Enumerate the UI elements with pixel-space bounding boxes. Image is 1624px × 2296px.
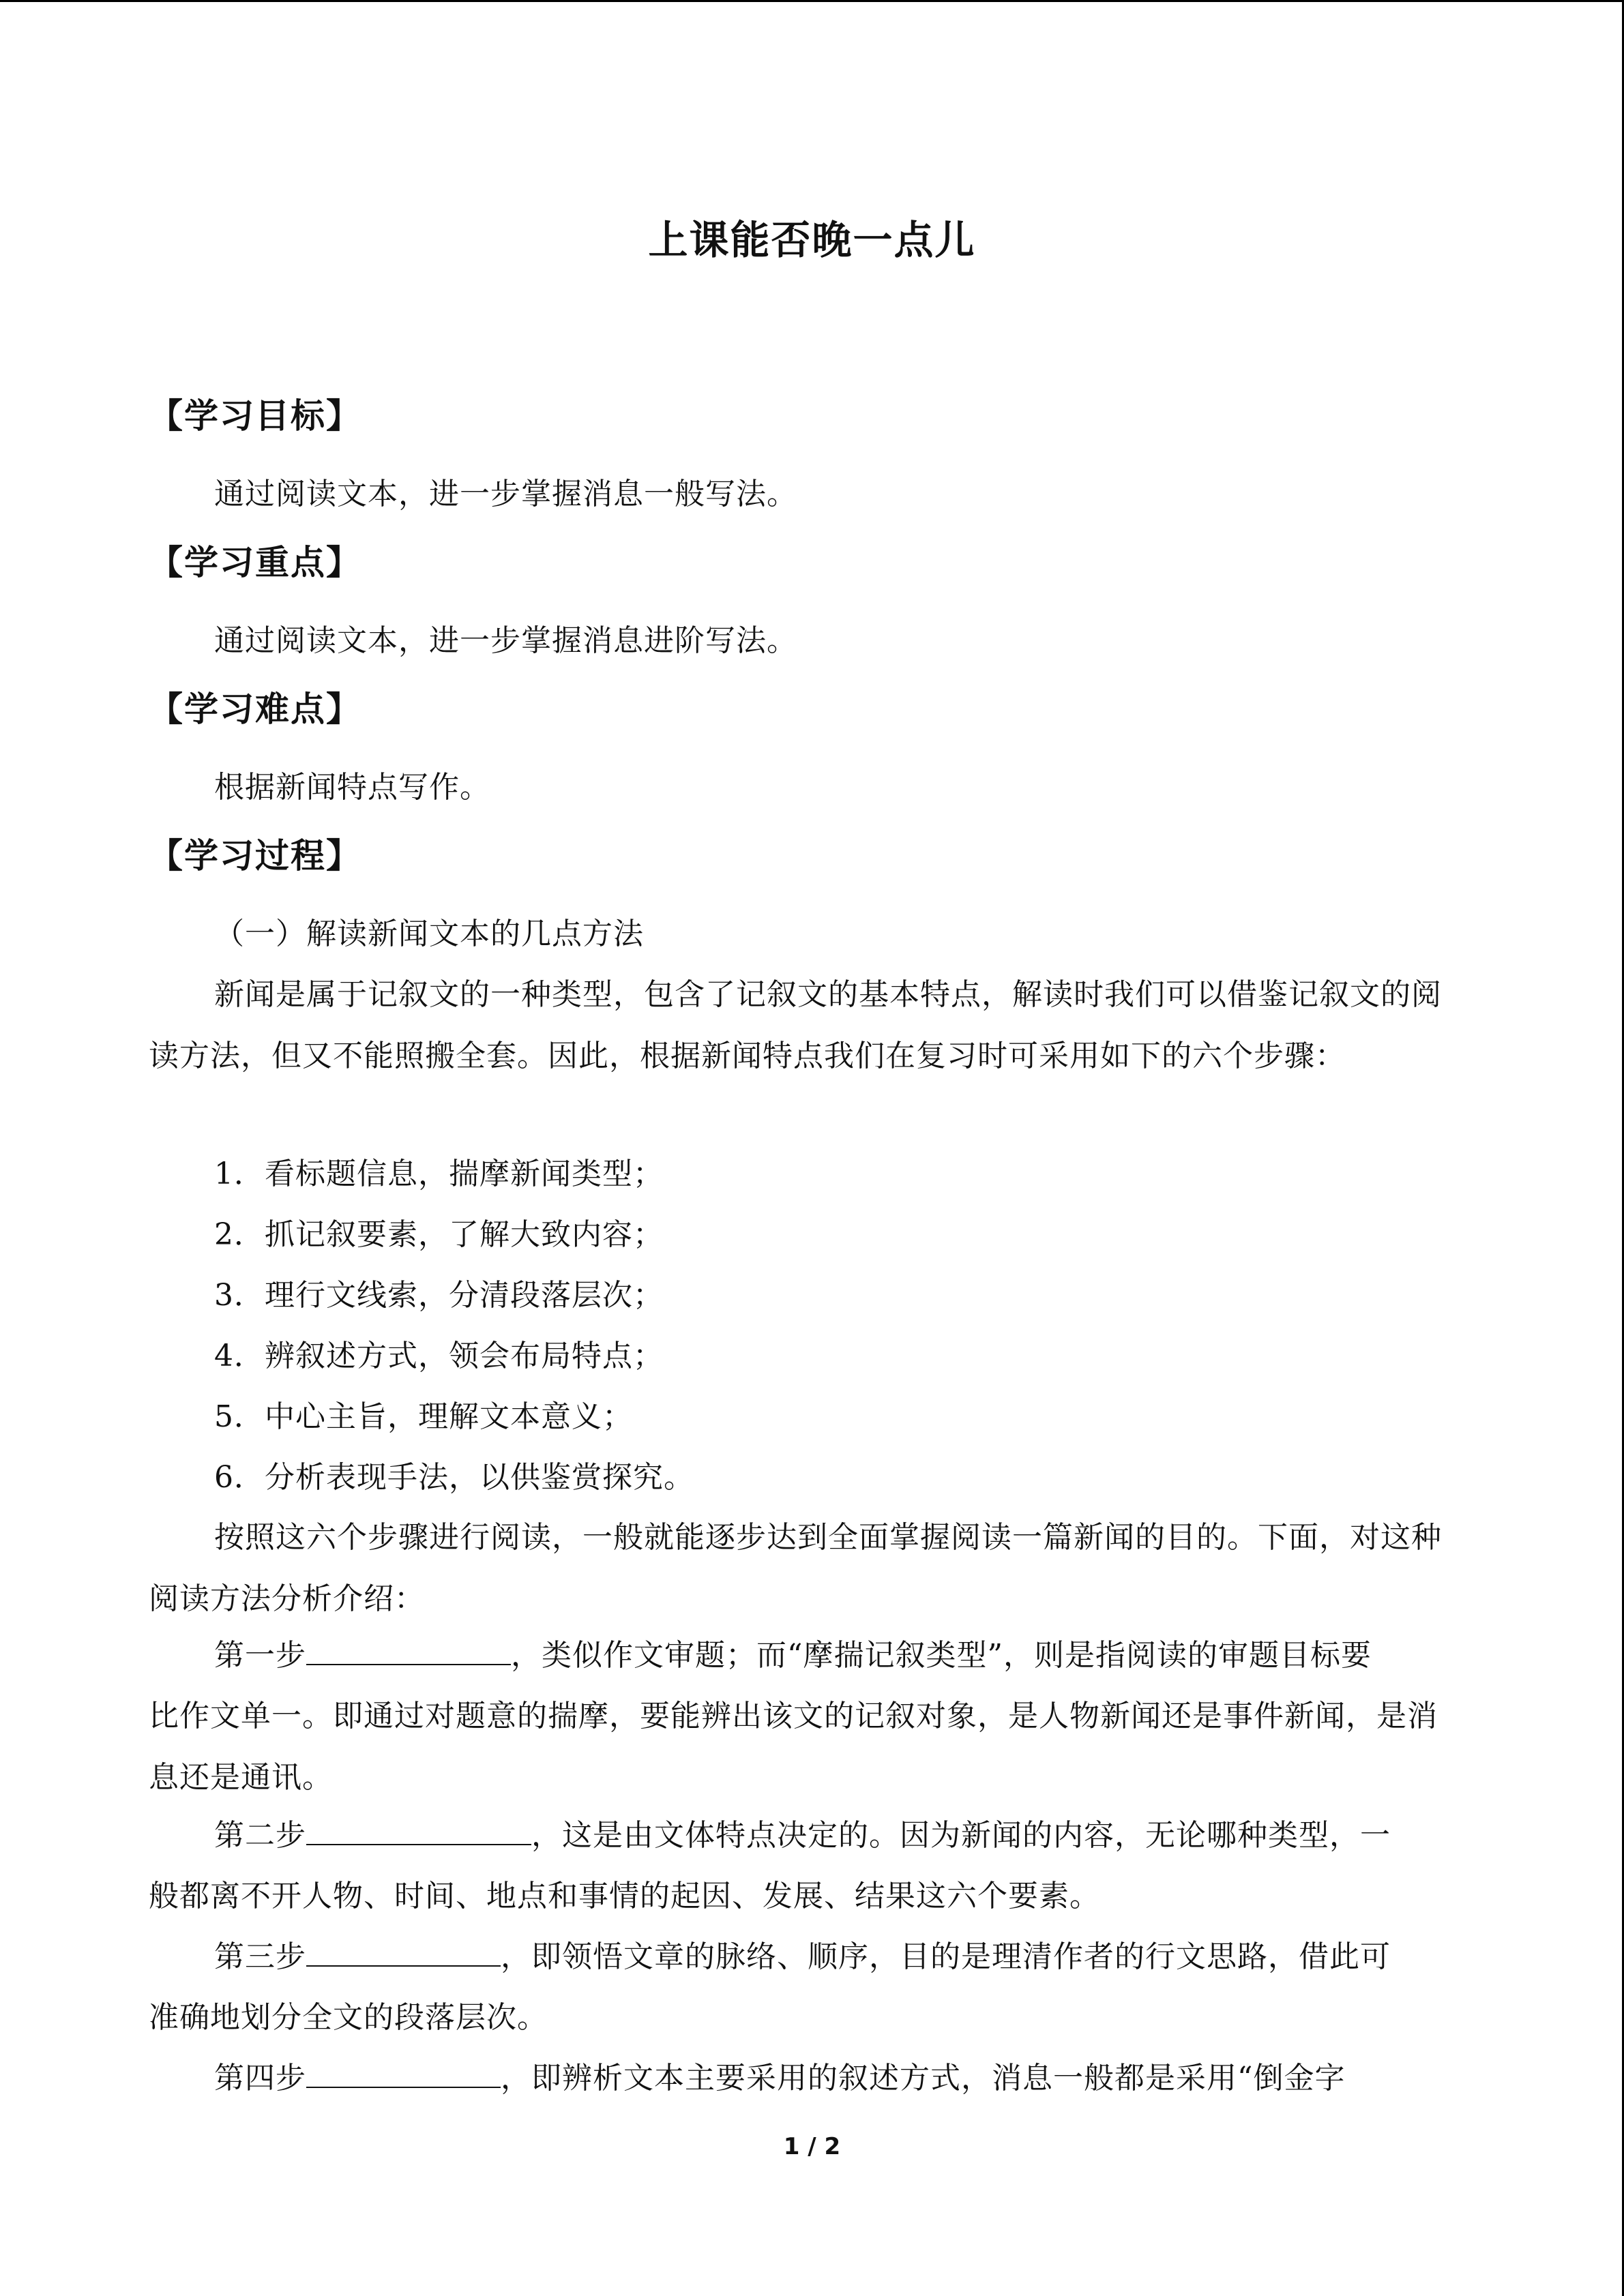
step3-prefix: 第三步: [214, 1939, 306, 1974]
difficulty-text: 根据新闻特点写作。: [214, 770, 490, 805]
step4-prefix: 第四步: [214, 2061, 306, 2096]
step1-rest: 比作文单一。即通过对题意的揣摩，要能辨出该文的记叙对象，是人物新闻还是事件新闻，是消息还是通讯。: [149, 1699, 1438, 1795]
step1-rest-line1: ，类似作文审题；而“摩揣记叙类型”，则是指阅读的审题目标要: [511, 1638, 1372, 1673]
process-intro: 新闻是属于记叙文的一种类型，包含了记叙文的基本特点，解读时我们可以借鉴记叙文的阅读方法，但又不能照搬全套。因此，根据新闻特点我们在复习时可采用如下的六个步骤：: [149, 977, 1442, 1073]
goal-heading: 【学习目标】: [149, 396, 361, 436]
focus-heading: 【学习重点】: [149, 543, 361, 582]
step1-line: [214, 1625, 1372, 1686]
focus-text: 通过阅读文本，进一步掌握消息进阶写法。: [214, 623, 797, 658]
step-item-4: 4．辨叙述方式，领会布局特点；: [214, 1339, 664, 1373]
process-subheading: （一）解读新闻文本的几点方法: [214, 916, 644, 951]
page-number: 1 / 2: [783, 2133, 841, 2160]
step4-rest-line1: ，即辨析文本主要采用的叙述方式，消息一般都是采用“倒金字: [501, 2061, 1346, 2096]
step3-blank[interactable]: [306, 1930, 501, 1967]
step2-line: [214, 1805, 1391, 1866]
step2-rest-line1: ，这是由文体特点决定的。因为新闻的内容，无论哪种类型，一: [531, 1818, 1391, 1853]
step-item-3: 3．理行文线索，分清段落层次；: [214, 1278, 664, 1313]
step3-line: [214, 1926, 1391, 1988]
goal-text: 通过阅读文本，进一步掌握消息一般写法。: [214, 477, 797, 511]
page-border-top: [0, 0, 1624, 2]
step-item-2: 2．抓记叙要素，了解大致内容；: [214, 1217, 664, 1252]
step2-blank[interactable]: [306, 1808, 531, 1845]
step1-blank[interactable]: [306, 1628, 511, 1665]
step3-rest: 准确地划分全文的段落层次。: [149, 2000, 548, 2035]
step3-rest-line1: ，即领悟文章的脉络、顺序，目的是理清作者的行文思路，借此可: [501, 1939, 1391, 1974]
process-summary: 按照这六个步骤进行阅读，一般就能逐步达到全面掌握阅读一篇新闻的目的。下面，对这种阅读方法分析介绍：: [149, 1520, 1442, 1616]
step-item-5: 5．中心主旨，理解文本意义；: [214, 1399, 633, 1434]
difficulty-heading: 【学习难点】: [149, 689, 361, 729]
page-title: 上课能否晚一点儿: [648, 217, 976, 263]
step1-prefix: 第一步: [214, 1638, 306, 1673]
step2-rest: 般都离不开人物、时间、地点和事情的起因、发展、结果这六个要素。: [149, 1879, 1100, 1913]
step-item-6: 6．分析表现手法，以供鉴赏探究。: [214, 1460, 694, 1495]
step-item-1: 1．看标题信息，揣摩新闻类型；: [214, 1157, 664, 1191]
step2-prefix: 第二步: [214, 1818, 306, 1853]
step4-line: [214, 2048, 1346, 2109]
step4-blank[interactable]: [306, 2051, 501, 2088]
process-heading: 【学习过程】: [149, 836, 361, 876]
